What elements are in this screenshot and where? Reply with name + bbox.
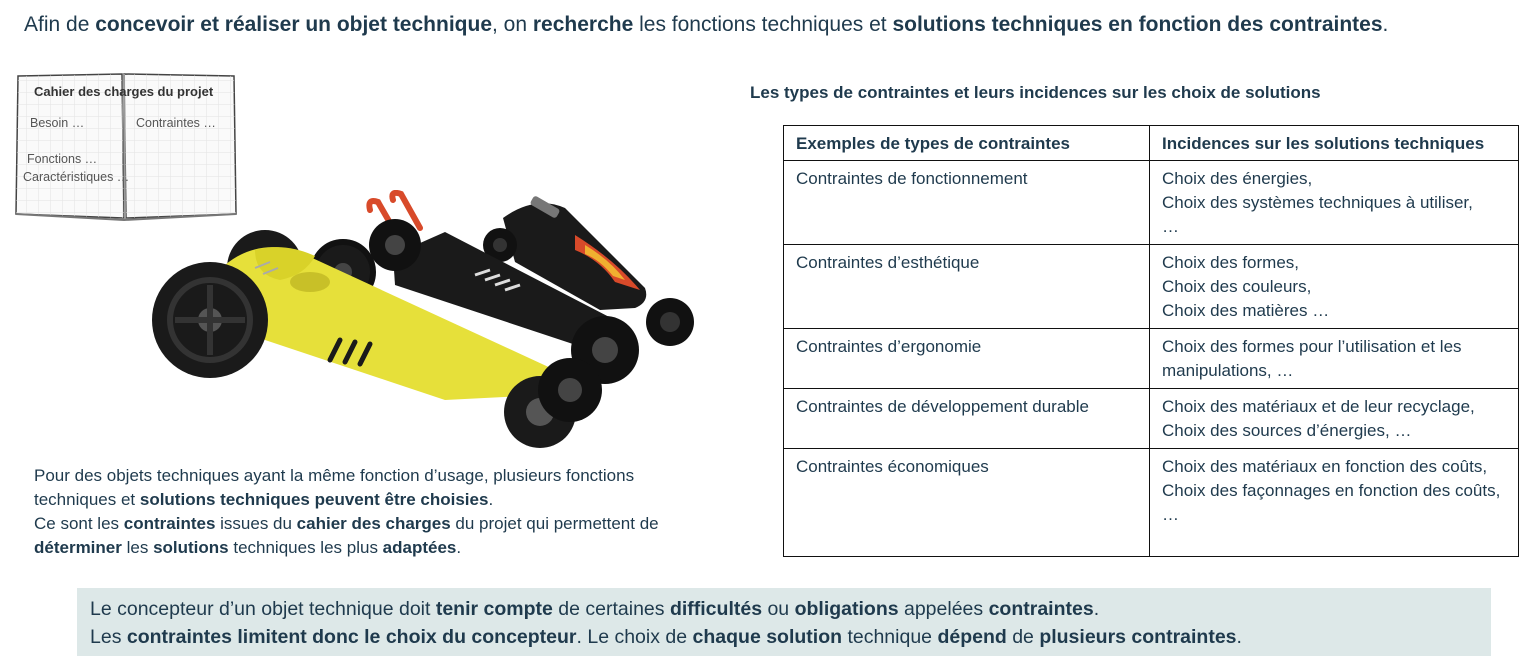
incidence-line: Choix des matériaux et de leur recyclage, bbox=[1162, 397, 1475, 416]
summary-line-1 bbox=[90, 595, 1478, 623]
summary-text: . bbox=[1236, 626, 1242, 648]
incidence-line: Choix des couleurs, bbox=[1162, 277, 1312, 296]
summary-text: Les bbox=[90, 626, 127, 648]
paragraph-bold: déterminer bbox=[34, 538, 122, 557]
table-header-cell: Incidences sur les solutions techniques bbox=[1150, 126, 1519, 161]
summary-bold: contraintes limitent donc le choix du concepteur bbox=[126, 626, 577, 648]
paragraph-bold: adaptées bbox=[382, 538, 457, 557]
constraints-table bbox=[783, 125, 1519, 557]
summary-text: technique bbox=[842, 626, 938, 648]
table-header-cell: Exemples de types de contraintes bbox=[784, 126, 1150, 161]
constraint-type-cell: Contraintes de fonctionnement bbox=[784, 161, 1150, 245]
intro-text: . bbox=[1382, 13, 1389, 36]
incidence-line: Choix des sources d’énergies, … bbox=[1162, 421, 1412, 440]
notebook-besoin: Besoin … bbox=[30, 116, 85, 130]
constraint-type-cell: Contraintes économiques bbox=[784, 449, 1150, 557]
intro-bold: concevoir et réaliser un objet technique bbox=[95, 13, 492, 36]
notebook-fonctions: Fonctions … bbox=[27, 152, 98, 166]
incidence-cell bbox=[1150, 161, 1519, 245]
incidence-line: Choix des formes, bbox=[1162, 253, 1299, 272]
intro-text: les fonctions techniques et bbox=[633, 13, 893, 36]
intro-text: , on bbox=[492, 13, 533, 36]
incidence-line: Choix des façonnages en fonction des coûts, … bbox=[1162, 481, 1501, 524]
paragraph-text: les bbox=[121, 538, 154, 557]
summary-text: Le concepteur d’un objet technique doit bbox=[90, 598, 436, 620]
summary-text: de certaines bbox=[552, 598, 670, 620]
cars-illustration bbox=[145, 190, 710, 455]
intro-sentence bbox=[24, 11, 1388, 39]
paragraph-text: . bbox=[488, 490, 494, 509]
summary-bold: obligations bbox=[794, 598, 899, 620]
table-row bbox=[784, 329, 1519, 389]
summary-bold: chaque solution bbox=[692, 626, 843, 648]
incidence-cell bbox=[1150, 389, 1519, 449]
incidence-line: Choix des matières … bbox=[1162, 301, 1330, 320]
incidence-line: … bbox=[1162, 217, 1179, 236]
table-row bbox=[784, 389, 1519, 449]
intro-bold: solutions techniques en fonction des contraintes bbox=[892, 13, 1383, 36]
table-title: Les types de contraintes et leurs incidences sur les choix de solutions bbox=[750, 83, 1321, 102]
intro-bold: recherche bbox=[532, 13, 634, 36]
summary-bold: plusieurs contraintes bbox=[1039, 626, 1237, 648]
incidence-cell bbox=[1150, 245, 1519, 329]
summary-text: de bbox=[1006, 626, 1040, 648]
incidence-line: Choix des formes pour l’utilisation et les manipulations, … bbox=[1162, 337, 1462, 380]
paragraph-bold: solutions bbox=[153, 538, 229, 557]
paragraph-text: Pour des objets techniques ayant la même fonction d’usage, plusieurs fonctions techniques et bbox=[34, 466, 635, 509]
paragraph-bold: contraintes bbox=[123, 514, 216, 533]
paragraph-text: du projet qui permettent de bbox=[450, 514, 659, 533]
summary-bold: dépend bbox=[937, 626, 1007, 648]
constraint-type-cell: Contraintes de développement durable bbox=[784, 389, 1150, 449]
summary-box bbox=[77, 588, 1491, 656]
incidence-cell bbox=[1150, 449, 1519, 557]
table-header-row bbox=[784, 126, 1519, 161]
incidence-line: Choix des énergies, bbox=[1162, 169, 1313, 188]
intro-text: Afin de bbox=[24, 13, 96, 36]
constraint-type-cell: Contraintes d’ergonomie bbox=[784, 329, 1150, 389]
table-row bbox=[784, 245, 1519, 329]
paragraph-text: issues du bbox=[215, 514, 297, 533]
paragraph-bold: solutions techniques peuvent être choisies bbox=[139, 490, 489, 509]
paragraph-text: . bbox=[456, 538, 462, 557]
incidence-cell bbox=[1150, 329, 1519, 389]
paragraph-bold: cahier des charges bbox=[296, 514, 451, 533]
summary-text: ou bbox=[762, 598, 795, 620]
paragraph-text: Ce sont les bbox=[34, 514, 124, 533]
incidence-line: Choix des matériaux en fonction des coûts, bbox=[1162, 457, 1488, 476]
table-row bbox=[784, 449, 1519, 557]
notebook-title: Cahier des charges du projet bbox=[34, 84, 214, 99]
summary-bold: contraintes bbox=[988, 598, 1094, 620]
constraint-type-cell: Contraintes d’esthétique bbox=[784, 245, 1150, 329]
summary-text: . Le choix de bbox=[576, 626, 693, 648]
table-row bbox=[784, 161, 1519, 245]
summary-text: . bbox=[1093, 598, 1100, 620]
summary-text: appelées bbox=[898, 598, 989, 620]
summary-bold: tenir compte bbox=[435, 598, 553, 620]
notebook-caracteristiques: Caractéristiques … bbox=[23, 170, 130, 184]
summary-line-2 bbox=[90, 623, 1478, 651]
incidence-line: Choix des systèmes techniques à utiliser, bbox=[1162, 193, 1473, 212]
notebook-contraintes: Contraintes … bbox=[136, 116, 216, 130]
summary-bold: difficultés bbox=[669, 598, 763, 620]
paragraph-text: techniques les plus bbox=[228, 538, 383, 557]
left-paragraph bbox=[34, 464, 714, 560]
